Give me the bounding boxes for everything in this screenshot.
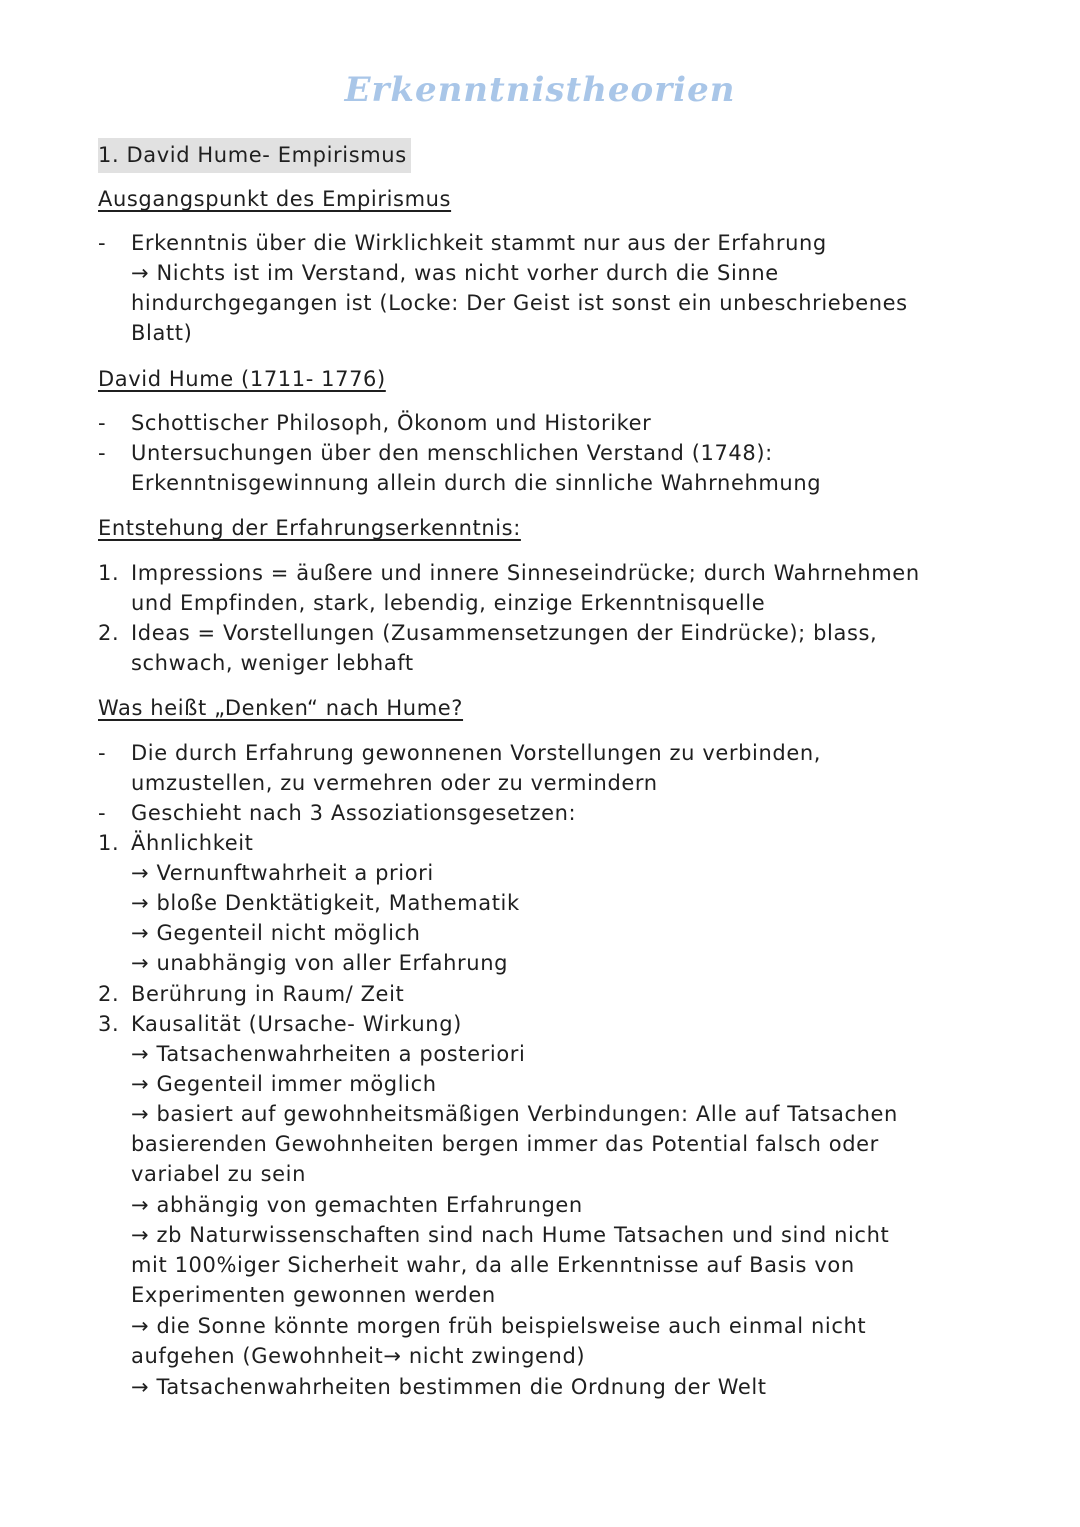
text-line: → Tatsachenwahrheiten bestimmen die Ordnung der Welt (131, 1375, 767, 1399)
list-number: 1. (98, 831, 120, 855)
list-number: 3. (98, 1012, 120, 1036)
text-line: → Vernunftwahrheit a priori (131, 861, 434, 885)
text-line: Ähnlichkeit (131, 831, 254, 855)
text-line: Kausalität (Ursache- Wirkung) (131, 1012, 462, 1036)
subheading-denken: Was heißt „Denken“ nach Hume? (98, 696, 464, 720)
text-line: → abhängig von gemachten Erfahrungen (131, 1193, 583, 1217)
text-line: Geschieht nach 3 Assoziationsgesetzen: (131, 801, 577, 825)
text-line: → Tatsachenwahrheiten a posteriori (131, 1042, 526, 1066)
list-number: 2. (98, 621, 120, 645)
text-line: Experimenten gewonnen werden (131, 1283, 496, 1307)
text-line: → Nichts ist im Verstand, was nicht vorher durch die Sinne (131, 261, 779, 285)
bullet-dash: - (98, 741, 107, 765)
text-line: Erkenntnisgewinnung allein durch die sinnliche Wahrnehmung (131, 471, 822, 495)
text-line: Die durch Erfahrung gewonnenen Vorstellungen zu verbinden, (131, 741, 822, 765)
page-title: Erkenntnistheorien (344, 70, 736, 110)
subheading-entstehung: Entstehung der Erfahrungserkenntnis: (98, 516, 521, 540)
text-line: Impressions = äußere und innere Sinneseindrücke; durch Wahrnehmen (131, 561, 920, 585)
text-line: basierenden Gewohnheiten bergen immer das Potential falsch oder (131, 1132, 879, 1156)
text-line: → bloße Denktätigkeit, Mathematik (131, 891, 520, 915)
text-line: hindurchgegangen ist (Locke: Der Geist ist sonst ein unbeschriebenes (131, 291, 908, 315)
bullet-dash: - (98, 411, 107, 435)
text-line: → Gegenteil immer möglich (131, 1072, 437, 1096)
bullet-dash: - (98, 441, 107, 465)
text-line: → zb Naturwissenschaften sind nach Hume Tatsachen und sind nicht (131, 1223, 890, 1247)
text-line: Erkenntnis über die Wirklichkeit stammt nur aus der Erfahrung (131, 231, 827, 255)
text-line: Untersuchungen über den menschlichen Verstand (1748): (131, 441, 773, 465)
text-line: Schottischer Philosoph, Ökonom und Historiker (131, 411, 652, 435)
list-number: 2. (98, 982, 120, 1006)
text-line: → die Sonne könnte morgen früh beispielsweise auch einmal nicht (131, 1314, 867, 1338)
bullet-dash: - (98, 231, 107, 255)
text-line: und Empfinden, stark, lebendig, einzige Erkenntnisquelle (131, 591, 766, 615)
text-line: mit 100%iger Sicherheit wahr, da alle Erkenntnisse auf Basis von (131, 1253, 855, 1277)
text-line: Ideas = Vorstellungen (Zusammensetzungen der Eindrücke); blass, (131, 621, 878, 645)
section-heading: 1. David Hume- Empirismus (98, 138, 411, 173)
text-line: Blatt) (131, 321, 193, 345)
subheading-david-hume: David Hume (1711- 1776) (98, 367, 386, 391)
text-line: variabel zu sein (131, 1162, 307, 1186)
text-line: → basiert auf gewohnheitsmäßigen Verbindungen: Alle auf Tatsachen (131, 1102, 898, 1126)
text-line: Berührung in Raum/ Zeit (131, 982, 405, 1006)
text-line: schwach, weniger lebhaft (131, 651, 414, 675)
subheading-ausgangspunkt: Ausgangspunkt des Empirismus (98, 187, 452, 211)
text-line: → Gegenteil nicht möglich (131, 921, 421, 945)
bullet-dash: - (98, 801, 107, 825)
list-number: 1. (98, 561, 120, 585)
text-line: aufgehen (Gewohnheit→ nicht zwingend) (131, 1344, 586, 1368)
text-line: → unabhängig von aller Erfahrung (131, 951, 509, 975)
text-line: umzustellen, zu vermehren oder zu vermindern (131, 771, 658, 795)
